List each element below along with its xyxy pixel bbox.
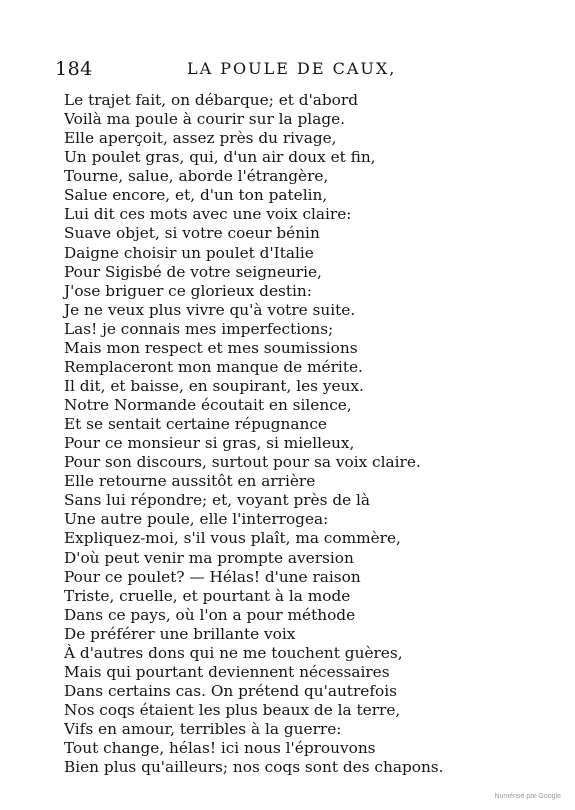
verse-line: De préférer une brillante voix [64,624,296,643]
verse-line: Et se sentait certaine répugnance [64,415,327,434]
verse-line: Bien plus qu'ailleurs; nos coqs sont des chapons. [64,758,444,777]
verse-line: Triste, cruelle, et pourtant à la mode [64,586,351,605]
verse-line: Tourne, salue, aborde l'étrangère, [64,167,329,186]
verse-line: Sans lui répondre; et, voyant près de là [64,491,371,510]
verse-line: Salue encore, et, d'un ton patelin, [64,186,328,205]
verse-line: À d'autres dons qui ne me touchent guères, [64,643,403,662]
verse-line: Expliquez-moi, s'il vous plaît, ma commère, [64,529,401,548]
page-header [55,58,415,82]
verse-line: Vifs en amour, terribles à la guerre: [64,720,342,739]
verse-line: Mais qui pourtant deviennent nécessaires [64,662,390,681]
verse-line: J'ose briguer ce glorieux destin: [64,281,312,300]
verse-line: Lui dit ces mots avec une voix claire: [64,205,352,224]
verse-line: Las! je connais mes imperfections; [64,319,334,338]
verse-line: Pour Sigisbé de votre seigneurie, [64,262,322,281]
poem-body [64,91,504,777]
verse-line: Daigne choisir un poulet d'Italie [64,243,314,262]
verse-line: Suave objet, si votre coeur bénin [64,224,320,243]
page-number: 184 [55,58,93,80]
verse-line: Dans ce pays, où l'on a pour méthode [64,605,356,624]
verse-line: D'où peut venir ma prompte aversion [64,548,354,567]
verse-line: Pour son discours, surtout pour sa voix claire. [64,453,421,472]
verse-line: Une autre poule, elle l'interrogea: [64,510,329,529]
verse-line: Dans certains cas. On prétend qu'autrefois [64,681,397,700]
verse-line: Je ne veux plus vivre qu'à votre suite. [64,300,356,319]
verse-line: Pour ce monsieur si gras, si mielleux, [64,434,355,453]
verse-line: Elle aperçoit, assez près du rivage, [64,129,337,148]
verse-line: Un poulet gras, qui, d'un air doux et fin, [64,148,376,167]
digitization-watermark: Numérisé par Google [494,793,561,800]
verse-line: Pour ce poulet? — Hélas! d'une raison [64,567,361,586]
verse-line: Notre Normande écoutait en silence, [64,396,352,414]
running-title: LA POULE DE CAUX, [187,59,397,78]
verse-line: Voilà ma poule à courir sur la plage. [64,110,346,129]
verse-line: Remplaceront mon manque de mérite. [64,357,363,376]
verse-line: Mais mon respect et mes soumissions [64,338,358,357]
verse-line: Elle retourne aussitôt en arrière [64,472,316,491]
verse-line: Il dit, et baisse, en soupirant, les yeux. [64,376,364,395]
verse-line: Nos coqs étaient les plus beaux de la terre, [64,701,401,719]
verse-line: Tout change, hélas! ici nous l'éprouvons [64,739,376,758]
verse-line: Le trajet fait, on débarque; et d'abord [64,91,358,109]
